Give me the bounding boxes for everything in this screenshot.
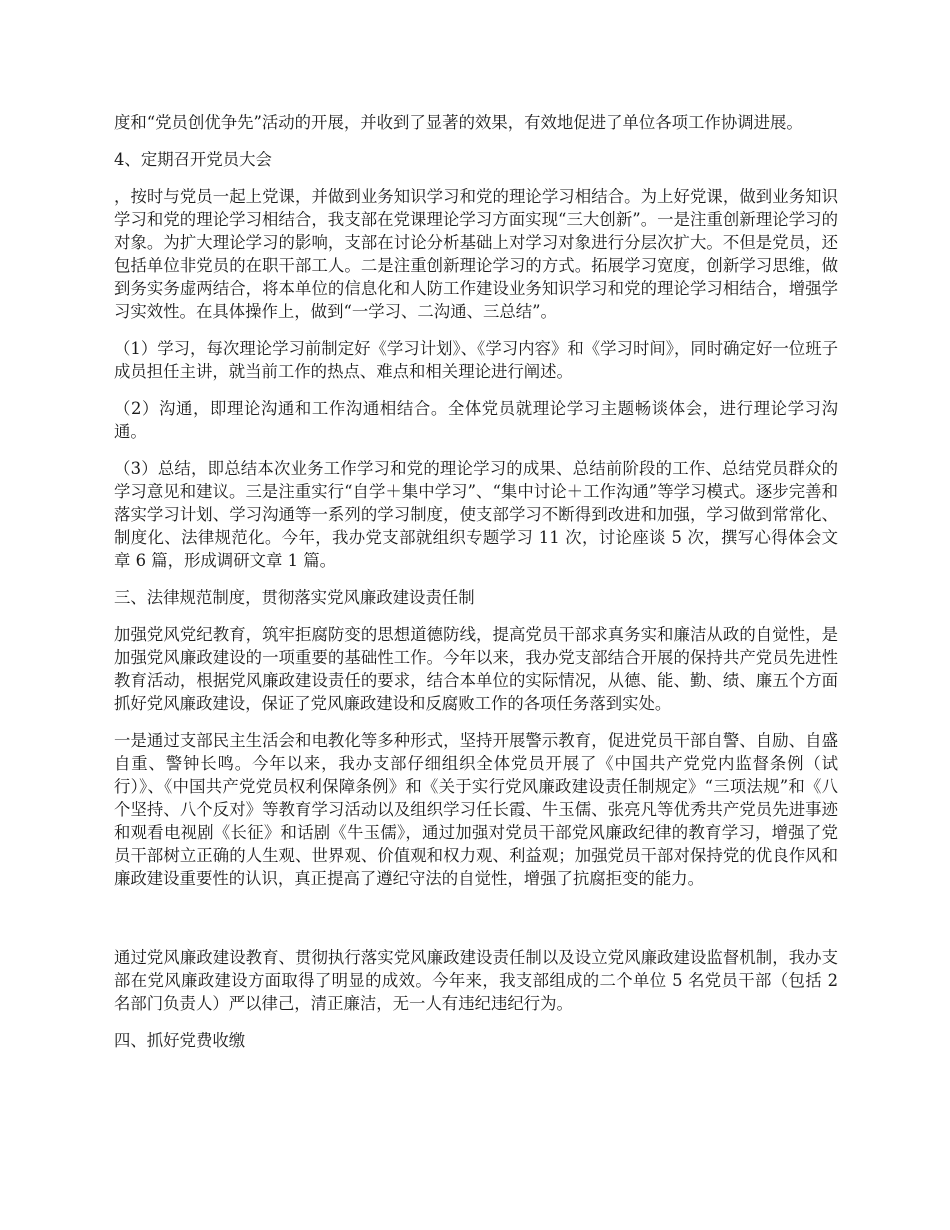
paragraph-8: 加强党风党纪教育，筑牢拒腐防变的思想道德防线，提高党员干部求真务实和廉洁从政的自觉性，是加强党风廉政建设的一项重要的基础性工作。今年以来，我办党支部结合开展的保持共产党员先进性教育活动，根据党风廉政建设责任的要求，结合本单位的实际情况，从德、能、勤、绩、廉五个方面抓好党风廉政建设，保证了党风廉政建设和反腐败工作的各项任务落到实处。 [114,625,838,713]
document-body [114,111,838,1066]
paragraph-6: （3）总结，即总结本次业务工作学习和党的理论学习的成果、总结前阶段的工作、总结党员群众的学习意见和建议。三是注重实行“自学＋集中学习”、“集中讨论＋工作沟通”等学习模式。逐步完善和落实学习计划、学习沟通等一系列的学习制度，使支部学习不断得到改进和加强，学习做到常常化、制度化、法律规范化。今年，我办党支部就组织专题学习 11 次，讨论座谈 5 次，撰写心得体会文章 6 篇，形成调研文章 1 篇。 [114,459,838,570]
paragraph-1: 度和“党员创优争先”活动的开展，并收到了显著的效果，有效地促进了单位各项工作协调进展。 [114,113,803,132]
heading-section-4: 四、抓好党费收缴 [114,1031,246,1050]
paragraph-3: ，按时与党员一起上党课，并做到业务知识学习和党的理论学习相结合。为上好党课，做到业务知识学习和党的理论学习相结合，我支部在党课理论学习方面实现“三大创新”。一是注重创新理论学习的对象。为扩大理论学习的影响，支部在讨论分析基础上对学习对象进行分层次扩大。不但是党员，还包括单位非党员的在职干部工人。二是注重创新理论学习的方式。拓展学习宽度，创新学习思维，做到务实务虚两结合，将本单位的信息化和人防工作建设业务知识学习和党的理论学习相结合，增强学习实效性。在具体操作上，做到“一学习、二沟通、三总结”。 [114,187,838,321]
paragraph-9: 一是通过支部民主生活会和电教化等多种形式，坚持开展警示教育，促进党员干部自警、自励、自盛自重、警钟长鸣。今年以来，我办支部仔细组织全体党员开展了《中国共产党党内监督条例（试行）》、《中国共产党党员权利保障条例》和《关于实行党风廉政建设责任制规定》“三项法规”和《八个坚持、八个反对》等教育学习活动以及组织学习任长霞、牛玉儒、张亮凡等优秀共产党员先进事迹和观看电视剧《长征》和话剧《牛玉儒》，通过加强对党员干部党风廉政纪律的教育学习，增强了党员干部树立正确的人生观、世界观、价值观和权力观、利益观；加强党员干部对保持党的优良作风和廉政建设重要性的认识，真正提高了遵纪守法的自觉性，增强了抗腐拒变的能力。 [114,731,838,888]
blank-spacer [114,904,838,946]
paragraph-11: 通过党风廉政建设教育、贯彻执行落实党风廉政建设责任制以及设立党风廉政建设监督机制，我办支部在党风廉政建设方面取得了明显的成效。今年来，我支部组成的二个单位 5 名党员干部（包括 2 名部门负责人）严以律己，清正廉洁，无一人有违纪违纪行为。 [114,948,838,1013]
heading-section-3: 三、法律规范制度，贯彻落实党风廉政建设责任制 [114,588,475,607]
paragraph-4: （1）学习，每次理论学习前制定好《学习计划》、《学习内容》和《学习时间》，同时确定好一位班子成员担任主讲，就当前工作的热点、难点和相关理论进行阐述。 [114,339,838,381]
heading-party-meeting: 4、定期召开党员大会 [114,150,272,169]
paragraph-5: （2）沟通，即理论沟通和工作沟通相结合。全体党员就理论学习主题畅谈体会，进行理论学习沟通。 [114,399,838,441]
